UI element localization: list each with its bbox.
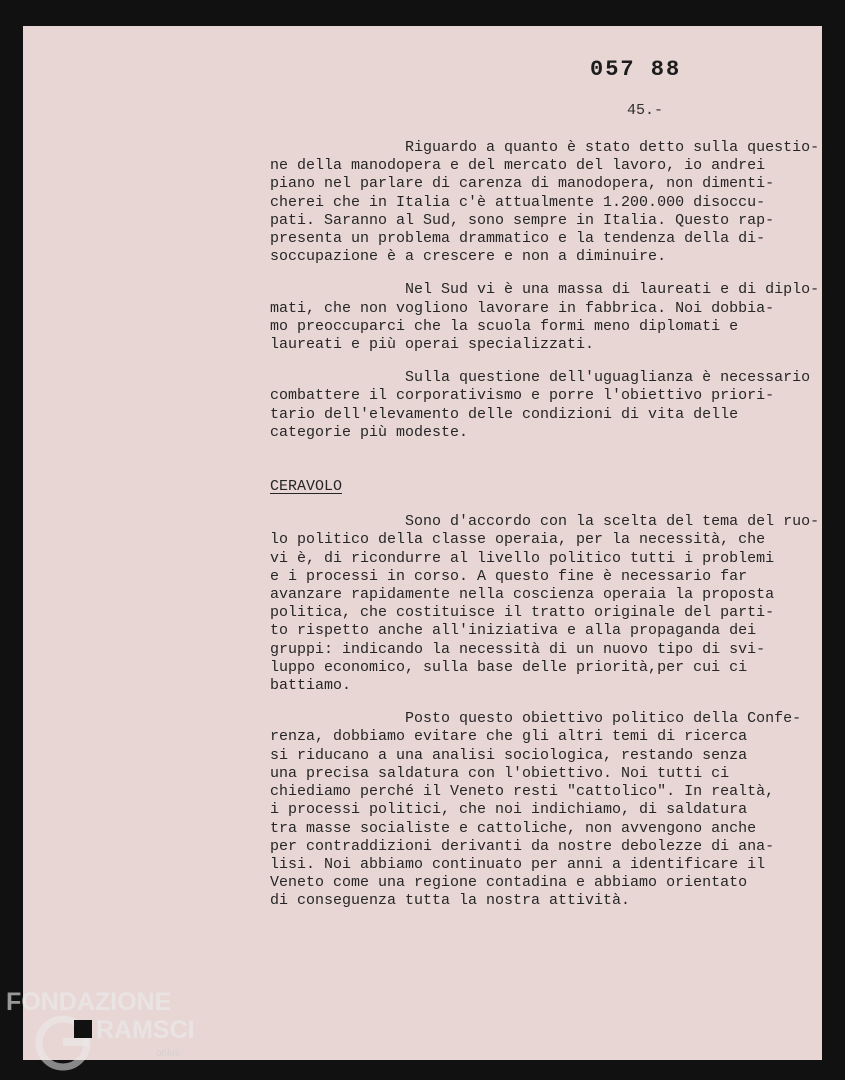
text-line: i processi politici, che noi indichiamo, di saldatura — [270, 801, 748, 819]
page-number: 45.- — [627, 102, 664, 119]
text-line: lo politico della classe operaia, per la necessità, che — [270, 531, 766, 549]
text-line: presenta un problema drammatico e la tendenza della di- — [270, 230, 766, 248]
text-line: una precisa saldatura con l'obiettivo. Noi tutti ci — [270, 764, 730, 782]
text-line: Veneto come una regione contadina e abbiamo orientato — [270, 874, 748, 892]
text-line: tra masse socialiste e cattoliche, non avvengono anche — [270, 819, 757, 837]
text-line: Sulla questione dell'uguaglianza è necessario — [270, 369, 811, 387]
document-page — [23, 26, 822, 1060]
text-line: Nel Sud vi è una massa di laureati e di diplo- — [270, 281, 820, 299]
text-line: Sono d'accordo con la scelta del tema del ruo- — [270, 513, 820, 531]
watermark-line-2: RAMSCI — [96, 1016, 195, 1044]
paragraph-group-first-speaker — [270, 139, 820, 442]
speaker-heading: CERAVOLO — [270, 478, 343, 496]
text-line: to rispetto anche all'iniziativa e alla propaganda dei — [270, 622, 757, 640]
fondazione-gramsci-watermark — [4, 988, 214, 1078]
text-line: mati, che non vogliono lavorare in fabbrica. Noi dobbia- — [270, 299, 775, 317]
text-line: per contraddizioni derivanti da nostre debolezze di ana- — [270, 837, 775, 855]
text-line: politica, che costituisce il tratto originale del parti- — [270, 604, 775, 622]
text-line: avanzare rapidamente nella coscienza operaia la proposta — [270, 586, 775, 604]
text-line: di conseguenza tutta la nostra attività. — [270, 892, 631, 910]
text-line: ne della manodopera e del mercato del lavoro, io andrei — [270, 157, 766, 175]
text-line: laureati e più operai specializzati. — [270, 336, 595, 354]
text-line: battiamo. — [270, 677, 352, 695]
text-line: renza, dobbiamo evitare che gli altri temi di ricerca — [270, 728, 748, 746]
paragraph — [270, 513, 820, 695]
text-line: cherei che in Italia c'è attualmente 1.200.000 disoccu- — [270, 193, 766, 211]
text-line: tario dell'elevamento delle condizioni di vita delle — [270, 405, 739, 423]
text-line: Riguardo a quanto è stato detto sulla questio- — [270, 139, 820, 156]
watermark-line-1: FONDAZIONE — [6, 988, 172, 1016]
bleed-through-text — [23, 496, 43, 570]
document-number: 057 88 — [590, 57, 682, 82]
text-line: piano nel parlare di carenza di manodopera, non dimenti- — [270, 175, 775, 193]
paragraph — [270, 710, 815, 910]
text-line: chiediamo perché il Veneto resti "cattolico". In realtà, — [270, 783, 775, 801]
watermark-subtitle: onlus — [156, 1048, 180, 1059]
text-line: luppo economico, sulla base delle priorità,per cui ci — [270, 658, 748, 676]
paragraph — [270, 369, 815, 442]
text-line: vi è, di ricondurre al livello politico tutti i problemi — [270, 549, 775, 567]
text-line: soccupazione è a crescere e non a diminuire. — [270, 248, 667, 266]
gramsci-g-icon — [34, 1014, 92, 1072]
text-line: combattere il corporativismo e porre l'obiettivo priori- — [270, 387, 775, 405]
text-line: gruppi: indicando la necessità di un nuovo tipo di svi- — [270, 640, 766, 658]
text-line: lisi. Noi abbiamo continuato per anni a identificare il — [270, 855, 766, 873]
paragraph — [270, 139, 820, 266]
paragraph-group-ceravolo — [270, 513, 820, 910]
text-line: pati. Saranno al Sud, sono sempre in Italia. Questo rap- — [270, 211, 775, 229]
document-body — [270, 139, 820, 926]
text-line: e i processi in corso. A questo fine è necessario far — [270, 567, 748, 585]
text-line: Posto questo obiettivo politico della Confe- — [270, 710, 802, 728]
paragraph — [270, 281, 820, 354]
text-line: categorie più modeste. — [270, 423, 469, 441]
text-line: si riducano a una analisi sociologica, restando senza — [270, 746, 748, 764]
text-line: mo preoccuparci che la scuola formi meno diplomati e — [270, 317, 739, 335]
